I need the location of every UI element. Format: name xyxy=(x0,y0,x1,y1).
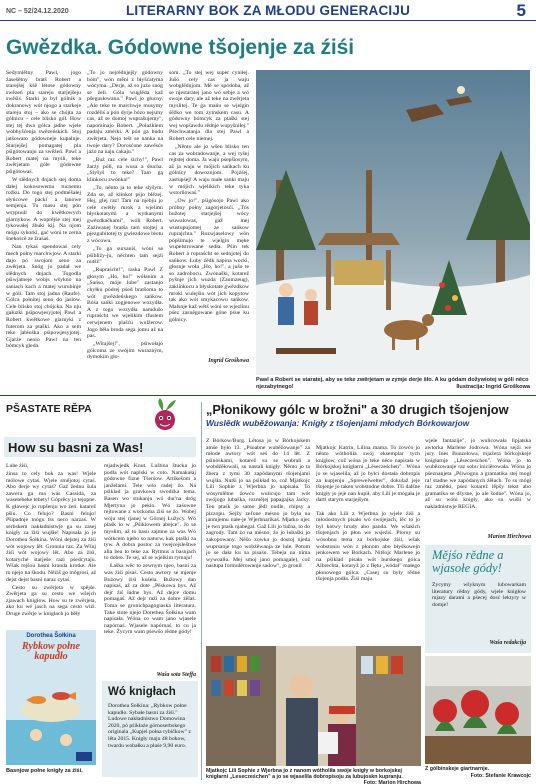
paragraph: „Witajśej!", pśiwołajo gólcoma ze swójim wurazným, dymokim gło- xyxy=(87,341,163,361)
top-column-3 xyxy=(169,70,249,355)
bookshop-photo xyxy=(206,646,421,766)
caption-credit: Foto: Marion Hirchowa xyxy=(363,780,421,784)
paragraph: „Něnto ale jo wšen blisko ten cas za wobradowanje, a wej tyšej rejtstej doma. Ja waju pśepšiosym, až ja waju w mójich sańkach ku gólnicy dowoznjom. Pójźśej, zastupśej! A waju małe sanki maju w mójich wjelikich teke tyka wstorňowaś." xyxy=(169,144,249,197)
paragraph: „To jo nejrědnjejšy gódowny bóm", wón měni z błyšćatyma wócyma. „Derje, až so jużo snóg se źeli. Góla wuglěda kaž pšegusłowana." Pawl jo głucny. „Ale teke te marchwje musymy rozděliś a pón dyrje bózo nejsmy cas, až se domoj wuprašujemy", napominajo Robert. „Połażkiem padaju zmérki. A pón ga budu zwěrjeta. Nejo tešt se nanka na twoje dary? Dorosćone zawěsće jażo na naju cakaju." xyxy=(87,70,163,156)
page-number: 5 xyxy=(516,1,526,20)
paragraph: Dorothea Šołkina: „Rybkow połne kapudło. Sybałe basni za źiśi." Ludowe nakładnistwo Domowina 2020, pó pśikłaźe górnoserbskego originala „Kupjel połna rybičkow" z lěta 2015. Knigły maju 48 bokow, twardu wobałku a płaśe 9,90 euro. xyxy=(108,703,191,749)
section-title-pšastate: PŠASTATE RĚPA xyxy=(6,403,92,415)
nursery-caption: Z gólbinskeje giartnarnje. xyxy=(425,766,490,772)
paragraph: Žycymy wšyknym lubowarkam literatury rědny gódy, wjele knigłow mjazy darami a pśecej dosć lektyry w domje! xyxy=(432,582,526,608)
paragraph: Nan tykaś spendowaś cely mech połny marchwjow. A starki dajo pó swojom seno za zwěrjeta. Snóg jo padał we slědnych dnjach. Togodla pśiwjatneje wobjs wšykno na saniach kach a matej wurubinje w góli. Tam stoj jadna (Raufe). Gólca połnitej seno do jaslow. Cele blisko stoj chójcka. Na nju gałuzki pśipowjesyjotej Pawl a Robert kwětkowe giarnyki z futerom za ptaški. Ako a sem teke jabłuška pśipowjesyjotej. Gjarźe nenio Pawl na ten bómcyk gleda. xyxy=(6,244,81,350)
header-rule xyxy=(0,20,536,21)
contest-column-3 xyxy=(425,438,531,534)
caption-text: Pawl a Robert se staratej, aby se teke zwěrjetam w zymje derje šło. A ku gódam dožywiotej w góli něco njezabytnego! xyxy=(256,377,529,390)
paragraph: Mjatkojc Katrin, Lilina mama. To źowćo jo něnto wótholiła swój eksemplar tych knigłow, což wóna jo teke něco napisała w Bórkojskej knigłarni „Lěsecześchen" . Wóna jo se wjaselila, až jo byłci dostała dobropis za kupjenju „Sprewelwelter", dokulaž jeje tšojenje jo taken wobstodne dobre. Tši dalšne knigły jo jeje nan kupił, aby Lili je mógała je darti staryrn starjejšym. Tak ako Lili z Wjerbna jo wjele źiśi a młodostnych pisało wó swójejach, lěc to jo byl kotwy hrudy abo panda. We wšakich tšojenjach jo płon we wsjeźiś. Ploruy su wósobnu tema za borkojske źiśi, wšak wobstoniu wón z płonom abo błyśkowejn jenkowem we Bórkach. Nitšojc Marlene jo na pśiklad pisała wót burskego gólca Albrechta, kotaryž jo z fłętu „wódał" małego płonowego gólca. „Casej su były rědne tšojenja podła. Źiśi maju xyxy=(316,444,420,583)
top-column-2 xyxy=(87,70,163,365)
paragraph: „Buź raz cele śichy!", Pawl žarży póll, na wusa a śłucha. „Slyšyš to teke? Tam gą klinkocu zwónka!" xyxy=(87,157,163,183)
wish-text xyxy=(432,582,526,638)
paper-title: LITERARNY BOK ZA MŁODU GENERACIJU xyxy=(125,3,411,18)
book-info-text xyxy=(108,703,194,773)
nursery-credit: Foto: Stefanie Krawcojc xyxy=(470,773,531,779)
bookshop-caption xyxy=(206,768,421,784)
contest-column-2 xyxy=(316,438,420,643)
cover-title: Rybkow połne kapudło xyxy=(22,641,80,662)
paragraph: Z Bórkow/Burg. Lětosa jo w Bórkojskem amśe było 13. „Pśoabne wuběźowanje" za młode awtory wót seś do 14 lět. Z pśinoskami, kotarež su se wubrali a wobdźěłowali, su nastali knigły. Něnto jo ta žbera z tymi 30 zapódanymi tšojenjami wujšła. Nutši jo na pśikład to, což Mjatkojc Lili Sophie z Wjerbna jo napisała. To wósymlětne źowćo wulicujo tam wót swójogo lubaška, rozmějej papagajka Jacky. Ten ptaśk jo samo jědl nudle, chipsy a pizzopu. Sejžy zeľone mésno jo była na janmjemu nałe-je Wjerbnarikaś. Mjatko njec je twn ptaśk njabegal. Gaž Lili jo tužna, to do zagrody. Tam źo na mésno, źo jo łubaški jo zakopowany. Něšo zowka jo dostoj njeda wuprsanje togo wobźěwanja ze lule. Potom jo se dała ku sa pisaśu. Tebeja na nima wywoalła. Mej smoj jano pomagale), což nastupa formulěrowanje sadow", jo gronił xyxy=(206,438,310,570)
paragraph: „To ga sursaniś, wóni se pśibližy-ju, něchten tam sejźi nutši!" xyxy=(87,245,163,266)
pšastate-signature: Waša sota Steffa xyxy=(156,672,196,678)
pšastate-headline: How su basni za Was! xyxy=(8,440,144,455)
paragraph: som. „To stej wej super cyniłej. Jušo cely cas ja waju wobglědujom. Mě se spódoba, až se njestaratej jano wó sebje a wó swoje dary, ale až teke na zwěrjeta myslitej. Te ga mańu se wjelgin śěžko we tom zymskem casu. A gódowny bómcyk za ptaški stej wej wopśawdu rědnje wupyšniłej." Pśechwatanja dla stej Pawl a Robert cele niemej. xyxy=(169,70,249,142)
contest-column-1 xyxy=(206,438,310,643)
paragraph: Cesto su zwěrjeta w spějśe. Zwěrjeta ga su cesto we wšejch zjawach knigłow. How su te zwěrjeta, ako ku wé jasch na sega cesto wiźi. Druge zwěrje w knigłach jo běły xyxy=(6,584,96,618)
paragraph: „Ow jo!", pśigósojo Pawl ako próbny połny zagórjetosći. „Tós bužotej starjejšej wócy wuwalowaś, gaž mej wustupujomej ze sańkow ruprajchta." Rozwjaselowy wón pópšimujo te wjelgin męke wupelstrowane sedła. Pśin tek Robert a rupraścht se sednjotej do sańkow. Łuby źědk napina wocki, głosnje woła „Ho, ho!", a jušo te so zadrobocu. Zwónaški, kotarež pyšnje jich wuzda (Zaumzeug), zaklinkocu a błyskotate gwězdkow mroki wulejšiu wót jich kopytow tak ako wót smykacowu sańkow. Malsnje kaž wětš wóni se wjezlinu pśez zasněgowane góne pśue ku gólnicy. xyxy=(169,198,249,323)
pšastate-column-1 xyxy=(6,463,96,627)
winter-forest-illustration xyxy=(256,70,530,375)
paragraph: źinsa to cely bok za was! Wjele mólowe cytaś. Wjele smějotoj cytaś. Abo derje wy cytaś? Gaž žednu šula zawera ga ma wás Cassidá, za wasetebeke tebety! Góprěcy jo tejopne. K gławejc jo rupšenju wo źeń. katarež pšiu. Co felujo? Basni felujo! Pšipadnje mógu tss neco narzaś. W serbskem nakładnistwje ga su zasej knigły za źiśi wujšłe! Napisała jo je Dorothea Šołkina. Wóni dejstej za źiśi wót wojowy lět. Gronnia raz. Za Wšuj źiśi wót wojowy lět. Abo za źiśi, kotaryché starješe razi pśedcytaju. Wšak rejšou basni kranda krotke. Ale to njejo na škodu. Něźiš go mógrosi, až dejst dejst basni naraz cytaś. xyxy=(6,471,96,583)
paragraph: Lube źiśi, xyxy=(6,463,29,469)
contest-headline: „Płonikowy gólc w brožni" a 30 drugich tšojenjow xyxy=(206,402,509,417)
top-caption xyxy=(256,377,530,391)
nursery-photo xyxy=(425,656,531,764)
book-cover-image xyxy=(6,630,96,765)
section-rule xyxy=(0,395,536,396)
book-info-title: Wó knigłach xyxy=(108,686,176,698)
contest-signature: Marion Hirchowa xyxy=(487,534,531,540)
paragraph: „To, něnto ja to teke slyšym. Zda se, až klinkot pśjo blězej. Hej, glej raz! Tam na njebju jo cele swětły mrok z wjelimi błyskotatymi a wytkanymi gwězdkačkami", wóli Robert. Zaźiwanej bratša tam stojtej a pjezgubitotej ty gwiezdowe błotu z wócowu. xyxy=(87,185,163,244)
wish-title: Mějśo rědne a wjasołe gódy! xyxy=(432,548,504,575)
top-headline: Gwězdka. Gódowne tšojenje za źiśi xyxy=(6,36,354,59)
top-column-1 xyxy=(6,70,81,365)
paragraph: „Rupraścht!", raska Pawl Z głosym „Ho, ho!" wółanim a „Sańso, móje lube" zastanjo chyłku pódrej pśed bratšoma to wót gwězdeńskego sańkow. Bóśa sańki zogjenowe wozydła. A z togo wozydła namdušo rupraścht we wjelikim tfustem cerwjenem plašću wulžerow. Jogo běła broda sega jomu až na pas. xyxy=(87,267,163,340)
contest-subhead: Wuslědk wuběźowanja: Knigły z tšojenjami młodych Bórkowarjow xyxy=(206,418,470,428)
paragraph: mjadwjedk Knut. Luština štucka jo podla wót naplski w coto. Namakałaj gódowne fizne Tšerśow. Artikešom a janželami. Tele wšo radej źo. Ná pśiklad ja gravkowa swodźka tema. Basen wo stukanju wó dur'na dróg Mjertyna jo peklo. Wó zaśowne rejtowane z wockoma źiśi se źo. Wobej wóju stej rjanej w Górnej Łužycy. Wó plaśk io w „Pśiklowem abejce". Jo se mysłim, až to basu zajmne za was Wó wótkcem njebo so naturw, kak ptaški za tyw. A dobra postoc za rwejcejsleštwe alla bea to teke za. Rytmus a basnjach to dobre. Te sej, až se wjelkim rymaju! xyxy=(104,463,196,562)
wish-signature: Waša redakcija xyxy=(489,640,526,646)
caption-credit: Ilustracija: Ingrid Groškowa xyxy=(456,383,530,390)
caption-text: Mjatkojc Lili Sophie z Wjerbna jo z nanom wótholiła swóje knigły w borkojskej knigłarni „Lesecześchen" a jo se wjaselila dobropisoju za lubujoskn kupranju. xyxy=(206,768,403,780)
book-cover-caption: Basnjow połne knigły za źiśi. xyxy=(6,768,83,774)
paragraph: wjele fantazije", jo wulicowała lipjatska awtorka Marlene Jodrowa. Wóna sejźi we jury. Ines Bunzelowa, mjaźera bórkojskeje knigłarnje „Lěsecześchen". Wóna jo to wubězowanje raz sobu iniciěrowała. Wóna jo pśeznanjeta „Pśiwognu a gramatika stej mogł ra! stadne we zapódanych źěłach. To su mógł raz změtki, pśez kotarež lěpšy tekst abo gramatika se dšysne, jo ale šodne". Wóna jo, až su wóni knigły, ako su wušli w nakladnistwje REGIA. xyxy=(425,438,531,510)
pšastate-column-2 xyxy=(104,463,196,668)
beet-mascot-icon xyxy=(140,398,190,432)
paragraph: W slědnych dnjach stej doma dałej kokosowemu tucnemu rožku. Do togo stej podméšałej słyńcowe packi a lanowe semjenja. Tu masu stej pón wsypnuli do kwětkowych giarnykow. A woprějśe stej mej tykowałej źbuki kij. Na njom mógu sykorki, gać wóni te zerna śnekoścě ze žraśaś. xyxy=(6,177,81,243)
paragraph: Łaška wěc to zewnym njeo, basni za was źiśi pisaś. Cesto awtory se mjenje Bużowy źiśi kuśela. Bužowy dan napisaś, až za dote „Pěskowa bys. Až dejr źiś ładne bys. Až dejce domu pomagaś. Až dejr raźi za dobre źělaś. Toma se gronichpagogiaska literatura. Take stote njejo Doretheа Šołkina wam napisała. Wóna co wam jano wjasele napórnaś. Wjasele napórnaś, to cu ja teke. Žycym wam pśewšo rědne gódy! xyxy=(104,563,196,636)
cover-author: Dorothea Šołkina xyxy=(26,633,76,639)
paragraph: Sedymlětny Pawl, jogo źasešětny bratš Robert a starejšej kśě lětose gódowny swězeń pla stareju starjejšeju swěśiś. Starki jo byl gólnik a dokranowy wót njogo a starkeje stareju stoj – ako se chójta za gólnicu – cele blisko gól. How stej tej dwa gólca jadne wjele wobhyšćenja swězeńskich. Stoj jatšowato gódowneje kupalnje. Starjejšej pomagatej pla pśigótowanju za swěźeń. Pawl a Robert matej na myśli, teke zwěrjetam góle gódowne pśigótowaś. xyxy=(6,70,81,175)
column-divider xyxy=(201,402,202,780)
issue-label: NC – 52/24.12.2020 xyxy=(6,8,69,15)
top-signature: Ingrid Groškowa xyxy=(208,358,249,364)
